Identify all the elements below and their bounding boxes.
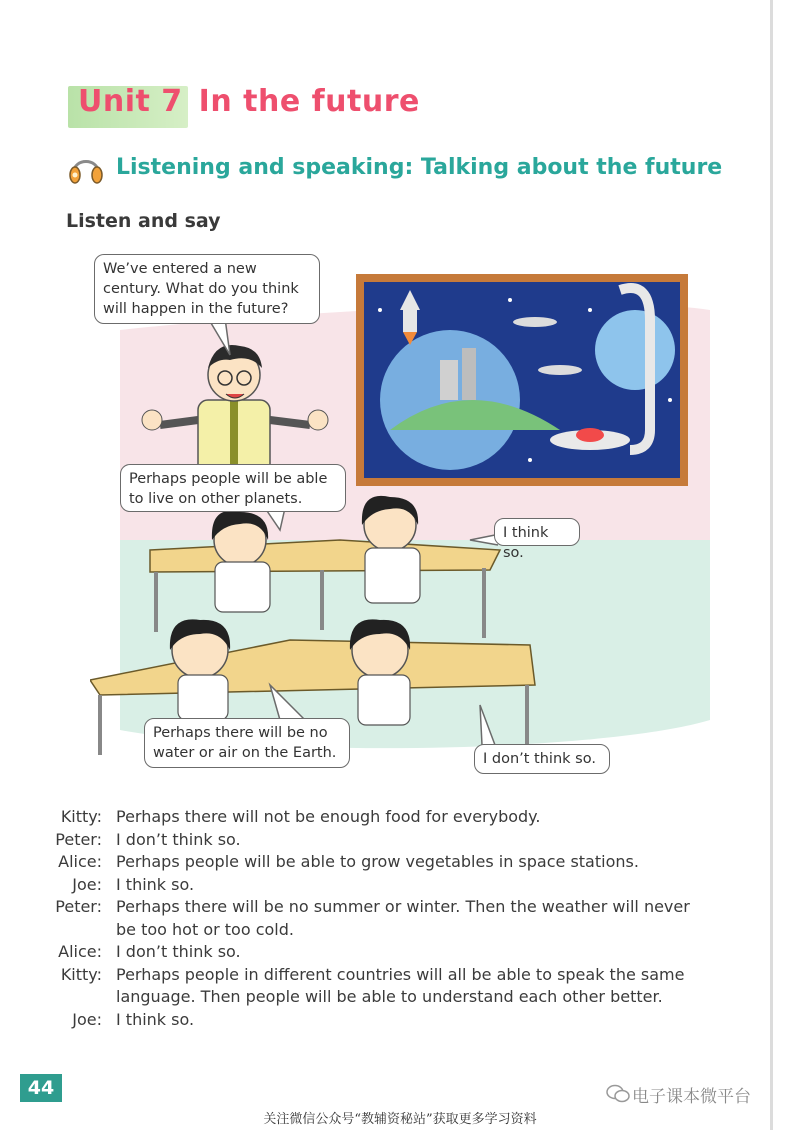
dialogue-speaker: Peter: xyxy=(55,829,102,849)
unit-heading xyxy=(78,84,420,119)
dialogue-speaker: Joe: xyxy=(72,1009,102,1029)
dialogue-line xyxy=(44,941,704,964)
girl-left-speech-bubble: Perhaps people will be able to live on other planets. xyxy=(120,464,346,512)
classroom-scene xyxy=(90,250,720,780)
dialogue-line xyxy=(44,964,704,1009)
dialogue-speaker: Joe: xyxy=(72,874,102,894)
watermark-right: 电子课本微平台 xyxy=(632,1087,751,1107)
listen-and-say-heading: Listen and say xyxy=(66,210,221,232)
girl-right-speech-bubble: I think so. xyxy=(494,518,580,546)
dialogue-line xyxy=(44,851,704,874)
dialogue-text: Perhaps there will be no summer or winter. Then the weather will never be too hot or too cold. xyxy=(116,897,690,939)
dialogue-text: I don’t think so. xyxy=(116,942,241,961)
dialogue-line xyxy=(44,829,704,852)
girl-right-figure xyxy=(362,496,420,603)
dialogue-text: I don’t think so. xyxy=(116,829,241,849)
dialogue-text: Perhaps people in different countries will all be able to speak the same language. Then people will be able to understand each other better. xyxy=(116,964,685,1006)
boy-left-speech-bubble: Perhaps there will be no water or air on the Earth. xyxy=(144,718,350,768)
teacher-speech-bubble: We’ve entered a new century. What do you think will happen in the future? xyxy=(94,254,320,324)
dialogue-text: Perhaps there will not be enough food for everybody. xyxy=(116,807,541,826)
dialogue-line xyxy=(44,896,704,941)
dialogue-line xyxy=(44,1009,704,1032)
dialogue-speaker: Kitty: xyxy=(60,964,102,984)
dialogue-speaker: Alice: xyxy=(58,942,102,961)
space-poster xyxy=(356,274,688,486)
unit-label: Unit 7 xyxy=(78,84,183,119)
unit-title: In the future xyxy=(198,84,420,119)
boy-right-speech-bubble: I don’t think so. xyxy=(474,744,610,774)
dialogue-text: Perhaps people will be able to grow vegetables in space stations. xyxy=(116,852,639,871)
dialogue-line xyxy=(44,806,704,829)
dialogue-list xyxy=(44,806,704,1031)
dialogue-text: I think so. xyxy=(116,1009,195,1029)
page-edge xyxy=(770,0,773,1130)
dialogue-speaker: Kitty: xyxy=(60,807,102,826)
headphones-icon xyxy=(66,148,106,188)
wechat-icon xyxy=(606,1084,630,1104)
dialogue-text: I think so. xyxy=(116,874,195,894)
section-title: Listening and speaking: Talking about the future xyxy=(116,155,723,180)
classroom-illustration xyxy=(90,250,720,780)
watermark-bottom: 关注微信公众号“教辅资秘站”获取更多学习资料 xyxy=(263,1112,537,1127)
page-number: 44 xyxy=(20,1074,62,1102)
dialogue-speaker: Alice: xyxy=(58,852,102,871)
dialogue-speaker: Peter: xyxy=(55,897,102,916)
dialogue-line xyxy=(44,874,704,897)
